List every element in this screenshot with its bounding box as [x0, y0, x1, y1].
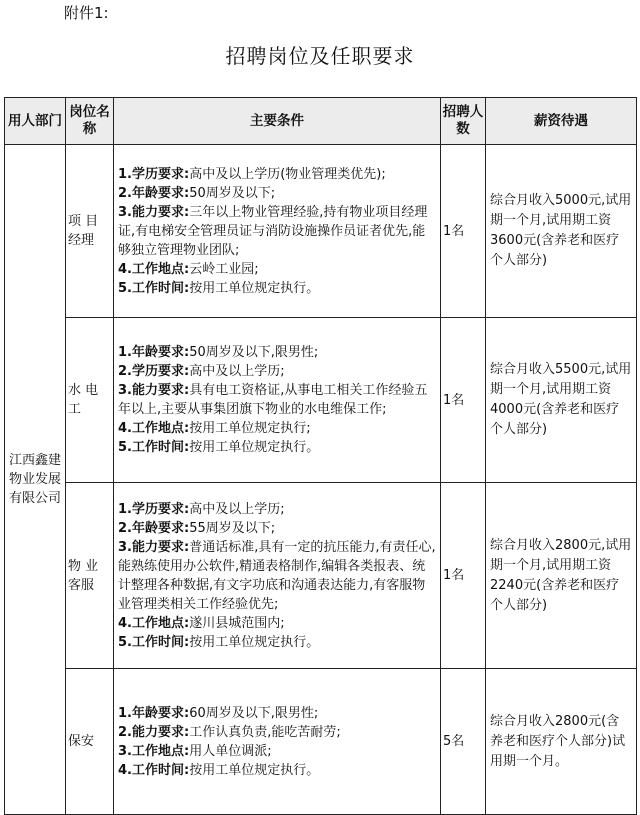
requirement-item: [118, 761, 436, 780]
requirement-item: [118, 165, 436, 184]
requirement-text: 普通话标准,具有一定的抗压能力,有责任心,能熟练使用办公软件,精通表格制作,编辑各类报表、统计整理各种数据,有文字功底和沟通表达能力,有客服物业管理类相关工作经验优先;: [118, 539, 436, 612]
header-position: 岗位名称: [66, 98, 114, 145]
requirement-item: [118, 260, 436, 279]
requirement-item: [118, 723, 436, 742]
requirement-key: 4.工作时间:: [118, 762, 190, 778]
requirements-cell: [114, 318, 441, 483]
hire-count: 1名: [441, 318, 486, 483]
requirement-text: 50周岁及以下;: [189, 185, 276, 201]
requirement-item: [118, 500, 436, 519]
requirement-key: 4.工作地点:: [118, 261, 190, 277]
requirement-text: 三年以上物业管理经验,持有物业项目经理证,有电梯安全管理员证与消防设施操作员证者优先,能够独立管理物业团队;: [118, 204, 428, 258]
requirement-text: 具有电工资格证,从事电工相关工作经验五年以上,主要从事集团旗下物业的水电维保工作;: [118, 383, 428, 417]
requirement-item: [118, 614, 436, 633]
requirement-item: [118, 419, 436, 438]
table-row: [5, 145, 637, 318]
requirement-item: [118, 633, 436, 652]
requirement-text: 按用工单位规定执行。: [189, 440, 320, 455]
position-name: 物 业客服: [66, 483, 114, 669]
table-row: [5, 318, 637, 483]
requirement-text: 60周岁及以下,限男性;: [189, 705, 319, 721]
requirement-key: 5.工作时间:: [118, 440, 190, 455]
requirement-item: [118, 279, 436, 298]
requirement-key: 3.能力要求:: [118, 204, 190, 220]
requirement-text: 用人单位调派;: [189, 743, 272, 759]
requirement-text: 工作认真负责,能吃苦耐劳;: [189, 724, 341, 740]
requirement-item: [118, 438, 436, 457]
requirement-text: 50周岁及以下,限男性;: [189, 345, 319, 360]
table-row: [5, 483, 637, 669]
requirement-item: [118, 381, 436, 419]
requirement-text: 按用工单位规定执行;: [189, 421, 311, 436]
requirement-item: [118, 362, 436, 381]
header-salary: 薪资待遇: [486, 98, 637, 145]
header-company: 用人部门: [5, 98, 66, 145]
requirement-text: 高中及以上学历;: [189, 501, 285, 517]
requirement-key: 5.工作时间:: [118, 280, 190, 296]
header-count: 招聘人数: [441, 98, 486, 145]
requirement-item: [118, 203, 436, 260]
salary-text: 综合月收入5000元,试用期一个月,试用期工资3600元(含养老和医疗个人部分): [486, 145, 637, 318]
requirement-key: 2.能力要求:: [118, 724, 190, 740]
requirement-key: 2.年龄要求:: [118, 185, 190, 201]
requirement-text: 高中及以上学历;: [189, 364, 285, 379]
requirement-text: 云岭工业园;: [189, 261, 259, 277]
requirement-text: 高中及以上学历(物业管理类优先);: [189, 166, 386, 182]
requirements-cell: [114, 145, 441, 318]
position-name: 水 电工: [66, 318, 114, 483]
hire-count: 1名: [441, 145, 486, 318]
hire-count: 5名: [441, 669, 486, 815]
requirement-key: 4.工作地点:: [118, 615, 190, 631]
requirement-text: 按用工单位规定执行。: [189, 280, 320, 296]
position-name: 保安: [66, 669, 114, 815]
requirement-text: 按用工单位规定执行。: [189, 762, 320, 778]
requirement-item: [118, 742, 436, 761]
requirement-text: 遂川县城范围内;: [189, 615, 285, 631]
salary-text: 综合月收入2800元(含养老和医疗个人部分)试用期一个月。: [486, 669, 637, 815]
requirements-cell: [114, 483, 441, 669]
requirement-item: [118, 184, 436, 203]
requirement-text: 55周岁及以下;: [189, 520, 276, 536]
requirement-key: 1.学历要求:: [118, 166, 190, 182]
requirement-key: 4.工作地点:: [118, 421, 190, 436]
page-title: 招聘岗位及任职要求: [225, 44, 415, 68]
requirement-key: 2.年龄要求:: [118, 520, 190, 536]
recruitment-table: [4, 97, 637, 815]
position-name: 项 目经理: [66, 145, 114, 318]
header-requirements: 主要条件: [114, 98, 441, 145]
requirement-item: [118, 704, 436, 723]
requirement-text: 按用工单位规定执行。: [189, 634, 320, 650]
company-name: 江西鑫建物业发展有限公司: [5, 145, 66, 815]
requirement-key: 1.年龄要求:: [118, 345, 190, 360]
requirements-cell: [114, 669, 441, 815]
salary-text: 综合月收入5500元,试用期一个月,试用期工资4000元(含养老和医疗个人部分): [486, 318, 637, 483]
requirement-key: 3.能力要求:: [118, 383, 190, 398]
table-row: [5, 669, 637, 815]
requirement-key: 2.学历要求:: [118, 364, 190, 379]
requirement-item: [118, 538, 436, 614]
requirement-key: 1.学历要求:: [118, 501, 190, 517]
salary-text: 综合月收入2800元,试用期一个月,试用期工资2240元(含养老和医疗个人部分): [486, 483, 637, 669]
requirement-item: [118, 343, 436, 362]
requirement-key: 3.工作地点:: [118, 743, 190, 759]
attachment-label: 附件1:: [64, 4, 109, 22]
hire-count: 1名: [441, 483, 486, 669]
requirement-key: 1.年龄要求:: [118, 705, 190, 721]
table-header-row: [5, 98, 637, 145]
requirement-item: [118, 519, 436, 538]
requirement-key: 3.能力要求:: [118, 539, 190, 555]
requirement-key: 5.工作时间:: [118, 634, 190, 650]
